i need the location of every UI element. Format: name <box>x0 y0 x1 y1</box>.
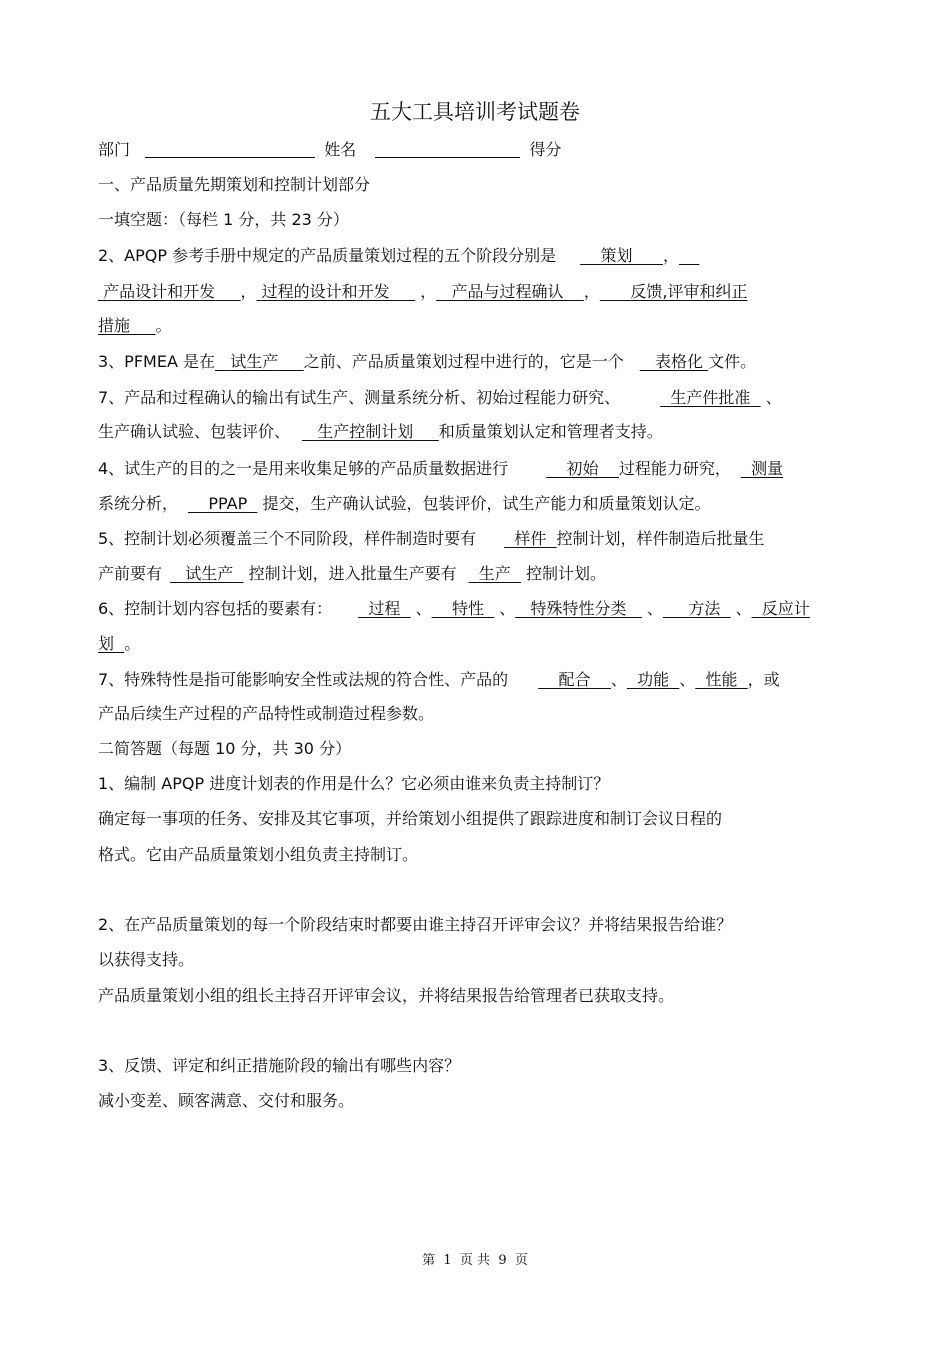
q6-answer-1: 过程 <box>368 599 401 618</box>
q3-answer-2: 表格化 <box>654 352 703 371</box>
q5-answer-2: 试生产 <box>185 564 234 583</box>
q4-line2: 系统分析， PPAP 提交，生产确认试验，包装评价，试生产能力和质量策划认定。 <box>98 494 711 513</box>
total-pages: 9 <box>498 1253 507 1268</box>
score-label: 得分 <box>529 140 562 159</box>
q2-answer-5-cont: 措施 <box>98 316 131 335</box>
q2-answer-3: 过程的设计和开发 <box>261 282 390 301</box>
q2-answer-5: 反馈,评审和纠正 <box>630 282 748 301</box>
q5-answer-1: 样件 <box>514 529 547 548</box>
q4-answer-3: PPAP <box>208 494 248 513</box>
q2-line1: 2、APQP 参考手册中规定的产品质量策划过程的五个阶段分别是 策划 ， <box>98 246 679 265</box>
q2-line3: 措施 。 <box>98 316 172 335</box>
q2-line2: 产品设计和开发 ， 过程的设计和开发 ， 产品与过程确认 ， 反馈,评审和纠正 <box>98 282 858 302</box>
header-fields <box>98 140 858 160</box>
essay-a2: 产品质量策划小组的组长主持召开评审会议，并将结果报告给管理者已获取支持。 <box>98 986 675 1005</box>
q7a-answer-1: 生产件批准 <box>670 388 751 407</box>
q5-line1: 5、控制计划必须覆盖三个不同阶段，样件制造时要有 样件 控制计划，样件制造后批量生 <box>98 529 765 548</box>
q7b-answer-1: 配合 <box>558 670 591 689</box>
q5-answer-3: 生产 <box>478 564 511 583</box>
fill-heading: 一填空题：（每栏 1 分，共 23 分） <box>98 210 349 229</box>
dept-label: 部门 <box>98 140 131 159</box>
q2-text: 2、APQP 参考手册中规定的产品质量策划过程的五个阶段分别是 <box>98 246 557 265</box>
q7a-line2: 生产确认试验、包装评价、 生产控制计划 和质量策划认定和管理者支持。 <box>98 422 663 441</box>
q6-answer-5: 反应计 <box>761 599 810 618</box>
q6-answer-4: 方法 <box>688 599 721 618</box>
q2-answer-1: 策划 <box>600 246 633 265</box>
dept-blank <box>145 141 315 158</box>
q7a-line1: 7、产品和过程确认的输出有试生产、测量系统分析、初始过程能力研究、 生产件批准 、 <box>98 388 782 407</box>
q6-answer-2: 特性 <box>451 599 484 618</box>
q7b-answer-3: 性能 <box>705 670 738 689</box>
essay-q2: 2、在产品质量策划的每一个阶段结束时都要由谁主持召开评审会议？并将结果报告给谁？ <box>98 915 733 934</box>
essay-a1-line1: 确定每一事项的任务、安排及其它事项，并给策划小组提供了跟踪进度和制订会议日程的 <box>98 809 723 828</box>
q6-line1: 6、控制计划内容包括的要素有： 过程 、 特性 、 特殊特性分类 、 方法 、 反应计 <box>98 599 810 618</box>
q4-answer-1: 初始 <box>566 459 599 478</box>
essay-q2-cont: 以获得支持。 <box>98 950 195 969</box>
essay-a3: 减小变差、顾客满意、交付和服务。 <box>98 1091 355 1110</box>
q4-line1: 4、试生产的目的之一是用来收集足够的产品质量数据进行 初始 过程能力研究， 测量 <box>98 459 784 478</box>
name-label: 姓名 <box>324 140 357 159</box>
q7b-answer-2: 功能 <box>637 670 670 689</box>
q6-answer-3: 特殊特性分类 <box>530 599 627 618</box>
essay-a1-line2: 格式。它由产品质量策划小组负责主持制订。 <box>98 845 419 864</box>
q7a-answer-2: 生产控制计划 <box>317 422 414 441</box>
q5-line2: 产前要有 试生产 控制计划，进入批量生产要有 生产 控制计划。 <box>98 564 607 583</box>
page-number: 1 <box>443 1253 452 1268</box>
page-title: 五大工具培训考试题卷 <box>370 100 580 124</box>
q6-answer-5-cont: 划 <box>98 634 115 653</box>
name-blank <box>375 141 520 158</box>
page-footer: 第 1 页 共 9 页 <box>422 1253 528 1268</box>
q7b-line1: 7、特殊特性是指可能影响安全性或法规的符合性、产品的 配合 、 功能 、 性能 ，或 <box>98 670 780 689</box>
section-heading-1: 一、产品质量先期策划和控制计划部分 <box>98 175 371 194</box>
essay-q1: 1、编制 APQP 进度计划表的作用是什么？它必须由谁来负责主持制订？ <box>98 774 610 793</box>
q7b-line2: 产品后续生产过程的产品特性或制造过程参数。 <box>98 704 435 723</box>
q3-answer-1: 试生产 <box>230 352 279 371</box>
essay-heading: 二简答题（每题 10 分，共 30 分） <box>98 739 352 758</box>
essay-q3: 3、反馈、评定和纠正措施阶段的输出有哪些内容？ <box>98 1056 461 1075</box>
q2-answer-2: 产品设计和开发 <box>103 282 216 301</box>
q4-answer-2: 测量 <box>751 459 784 478</box>
q6-line2: 划 。 <box>98 634 141 653</box>
q3-line: 3、PFMEA 是在 试生产 之前、产品质量策划过程中进行的，它是一个 表格化 文件。 <box>98 352 757 371</box>
q2-answer-4: 产品与过程确认 <box>451 282 564 301</box>
